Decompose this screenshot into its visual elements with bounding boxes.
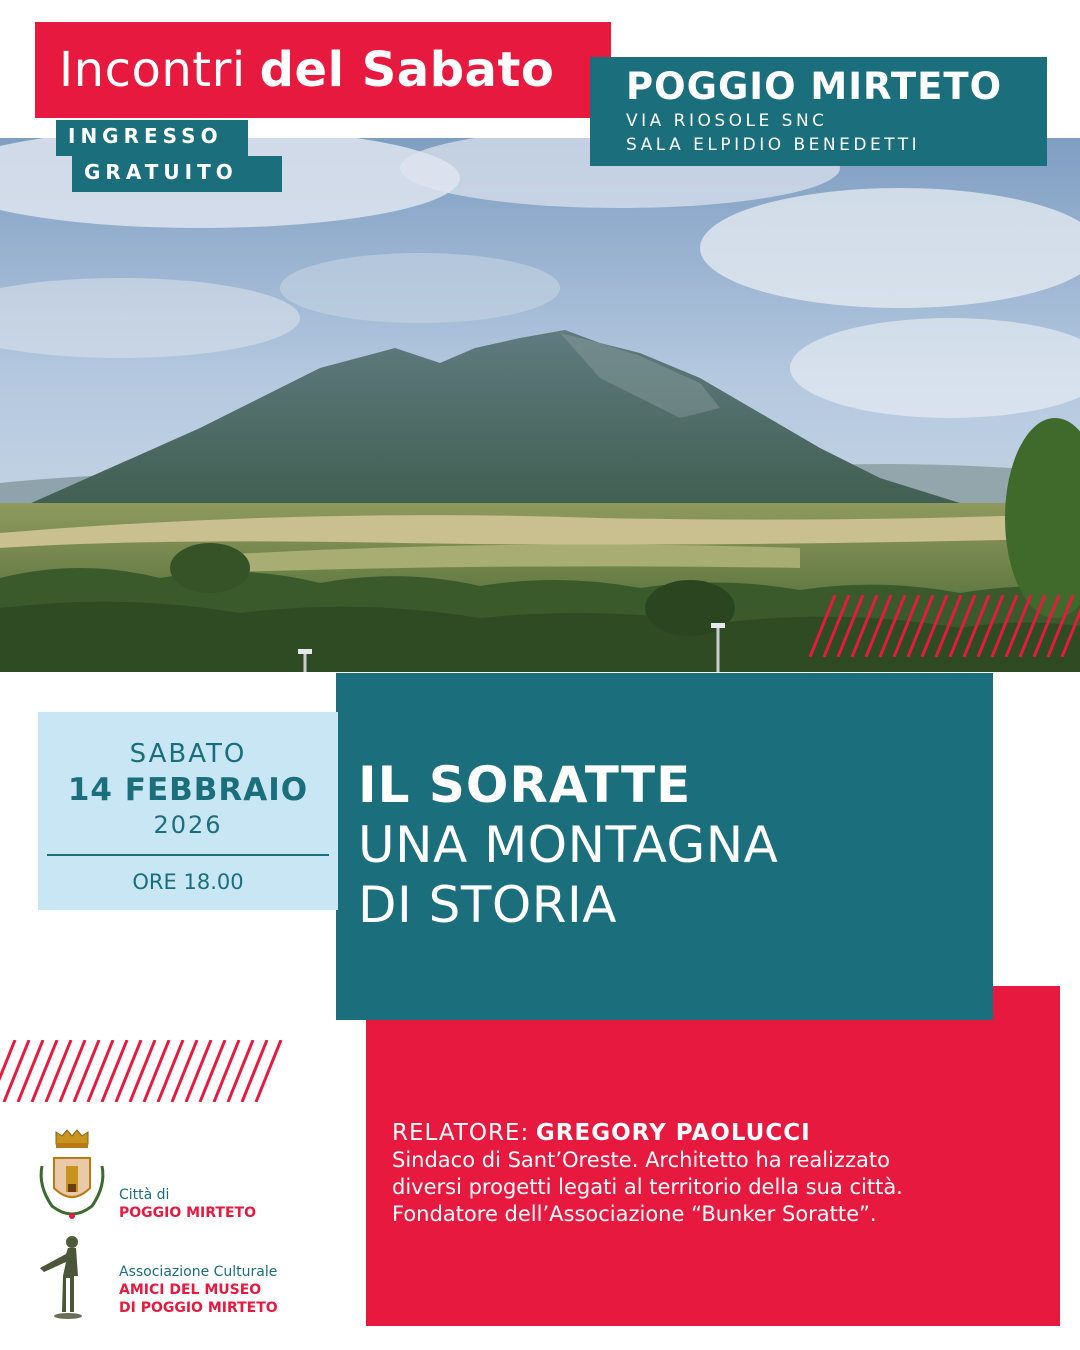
association-logo-text [119,1263,278,1317]
mountain-landscape-photo [0,138,1080,672]
series-title-light: Incontri [59,42,246,98]
speaker-role-label: RELATORE: [392,1120,530,1146]
event-year: 2026 [153,811,223,839]
location-address: VIA RIOSOLE SNC [626,111,828,131]
free-entry-line1: INGRESSO [56,120,248,156]
location-venue: SALA ELPIDIO BENEDETTI [626,135,921,155]
association-name-line1: AMICI DEL MUSEO [119,1282,262,1298]
speaker-name: GREGORY PAOLUCCI [535,1120,811,1146]
speaker-bio-line2: diversi progetti legati al territorio della sua città. [392,1175,903,1199]
free-entry-line2: GRATUITO [72,156,282,192]
event-subtitle-line2: DI STORIA [358,876,617,934]
association-prefix: Associazione Culturale [119,1264,278,1280]
series-title-banner [35,22,611,118]
city-prefix: Città di [119,1187,170,1203]
city-logo-text [119,1186,256,1222]
series-title-bold: del Sabato [259,42,555,98]
city-coat-of-arms-icon [30,1126,114,1222]
event-weekday: SABATO [129,739,247,769]
bronze-statuette-icon [32,1232,92,1324]
association-name-line2: DI POGGIO MIRTETO [119,1300,278,1316]
event-title-box [336,673,993,1020]
city-name: POGGIO MIRTETO [119,1205,256,1221]
date-divider [47,854,329,856]
event-date: 14 FEBBRAIO [67,772,309,808]
diagonal-stripes-decoration-left [0,1040,290,1102]
speaker-bio-line3: Fondatore dell’Associazione “Bunker Soratte”. [392,1202,877,1226]
speaker-bio-line1: Sindaco di Sant’Oreste. Architetto ha realizzato [392,1148,890,1172]
location-box [590,57,1047,166]
date-box [38,712,338,910]
event-time: ORE 18.00 [132,870,244,894]
event-subtitle-line1: UNA MONTAGNA [358,816,779,874]
event-title: IL SORATTE [358,756,692,814]
location-town: POGGIO MIRTETO [626,65,1003,108]
diagonal-stripes-decoration [780,595,1080,657]
speaker-info [392,1120,1042,1228]
free-entry-badge [56,120,282,192]
